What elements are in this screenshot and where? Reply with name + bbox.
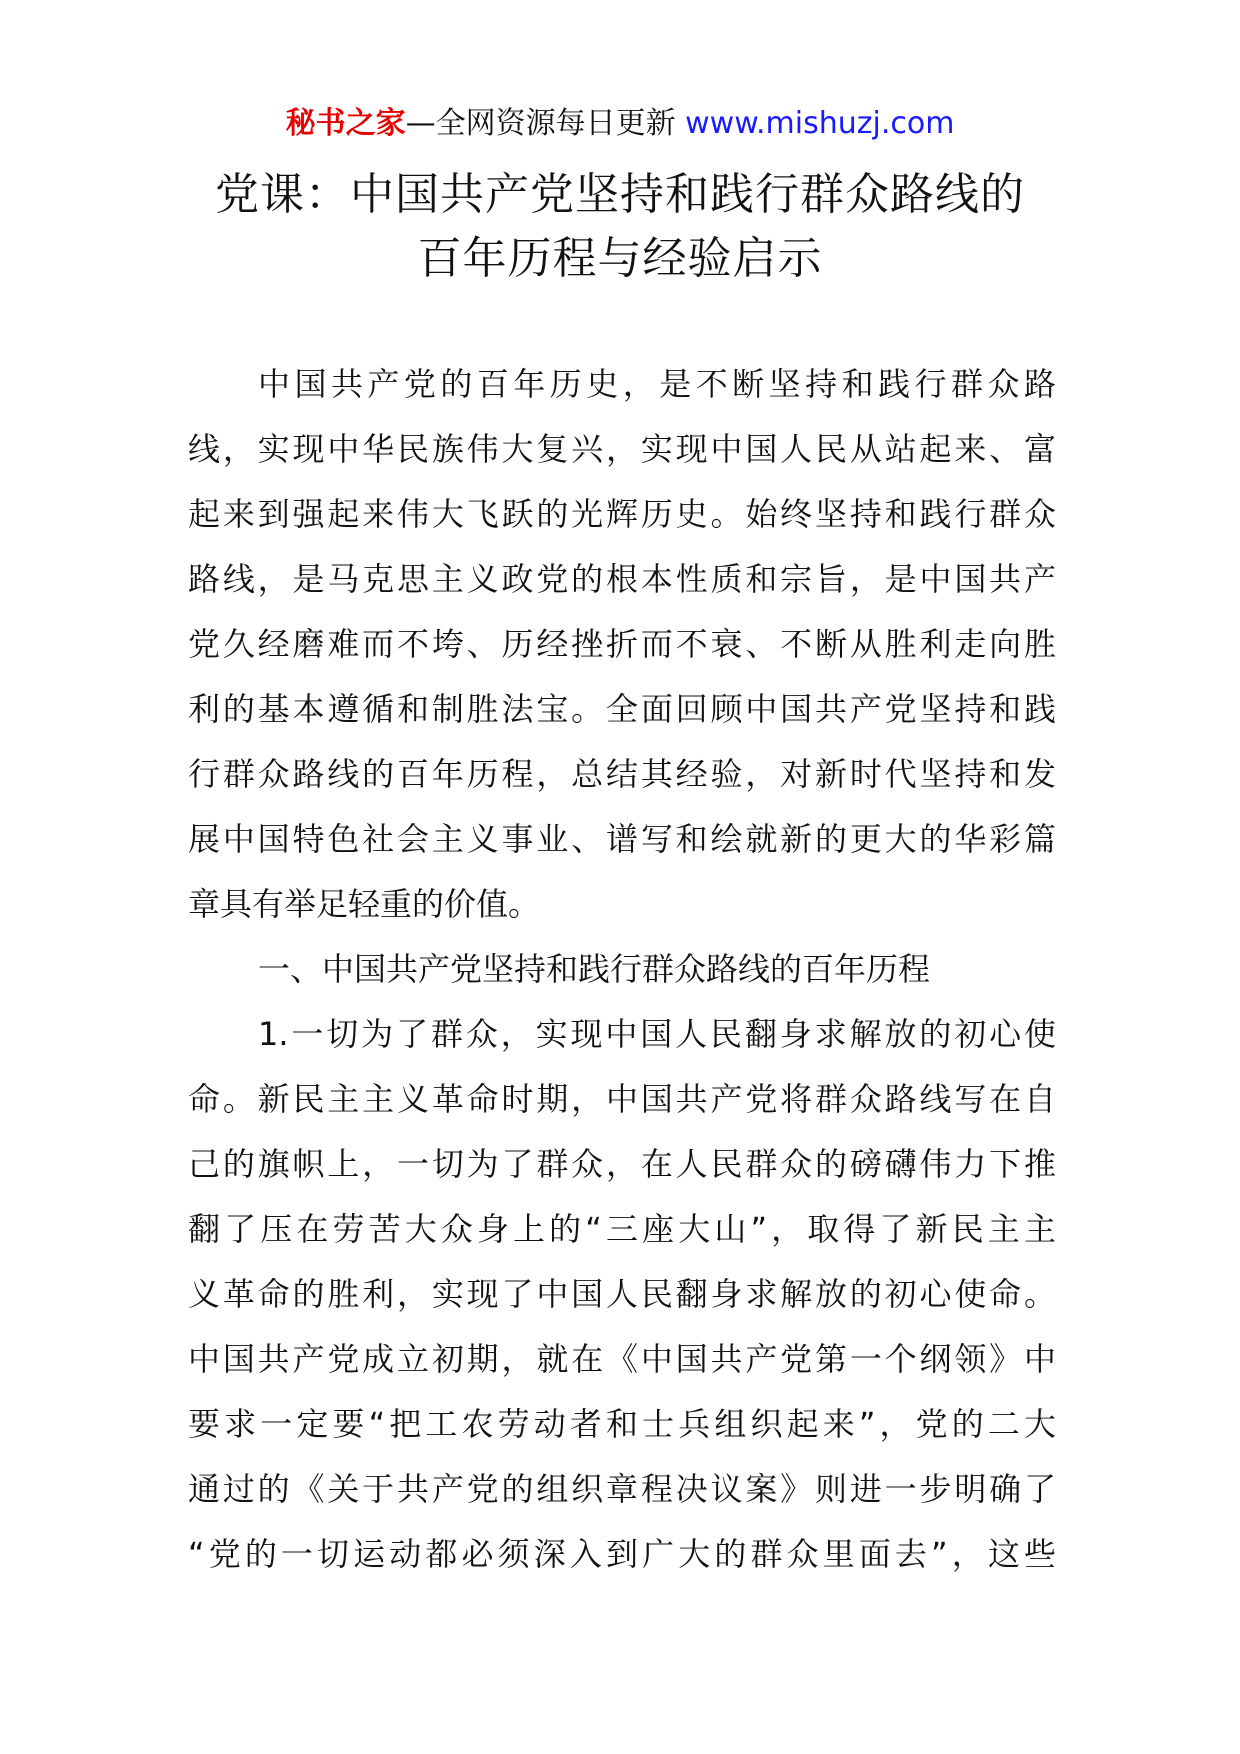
section-heading: 一、中国共产党坚持和践行群众路线的百年历程 (258, 950, 931, 988)
body-line: 党久经磨难而不垮、历经挫折而不衰、不断从胜利走向胜 (188, 625, 1056, 663)
document-body (188, 352, 1056, 1587)
site-brand: 秘书之家 (285, 106, 406, 141)
document-title (0, 163, 1240, 291)
body-line: 中国共产党的百年历史，是不断坚持和践行群众路 (258, 365, 1056, 403)
title-line-2: 百年历程与经验启示 (417, 233, 823, 284)
body-line: 行群众路线的百年历程，总结其经验，对新时代坚持和发 (188, 755, 1056, 793)
body-line: 起来到强起来伟大飞跃的光辉历史。始终坚持和践行群众 (188, 495, 1056, 533)
site-header (0, 104, 1240, 144)
body-line: 1.一切为了群众，实现中国人民翻身求解放的初心使 (258, 1015, 1056, 1053)
body-line: 要求一定要“把工农劳动者和士兵组织起来”，党的二大 (188, 1405, 1056, 1443)
body-line: 翻了压在劳苦大众身上的“三座大山”，取得了新民主主 (188, 1210, 1056, 1248)
title-line-1: 党课：中国共产党坚持和践行群众路线的 (215, 169, 1025, 220)
body-line: 路线，是马克思主义政党的根本性质和宗旨，是中国共产 (188, 560, 1056, 598)
body-line: 展中国特色社会主义事业、谱写和绘就新的更大的华彩篇 (188, 820, 1056, 858)
body-line: 义革命的胜利，实现了中国人民翻身求解放的初心使命。 (188, 1275, 1056, 1313)
body-line: 命。新民主主义革命时期，中国共产党将群众路线写在自 (188, 1080, 1056, 1118)
body-line: 通过的《关于共产党的组织章程决议案》则进一步明确了 (188, 1470, 1056, 1508)
body-line: 章具有举足轻重的价值。 (188, 885, 541, 923)
site-url-link[interactable]: www.mishuzj.com (685, 106, 955, 141)
body-line: 己的旗帜上，一切为了群众，在人民群众的磅礴伟力下推 (188, 1145, 1056, 1183)
site-tagline: —全网资源每日更新 (405, 106, 686, 141)
body-line: 中国共产党成立初期，就在《中国共产党第一个纲领》中 (188, 1340, 1056, 1378)
body-line: 线，实现中华民族伟大复兴，实现中国人民从站起来、富 (188, 430, 1056, 468)
body-line: 利的基本遵循和制胜法宝。全面回顾中国共产党坚持和践 (188, 690, 1056, 728)
body-line: “党的一切运动都必须深入到广大的群众里面去”，这些 (188, 1535, 1056, 1573)
